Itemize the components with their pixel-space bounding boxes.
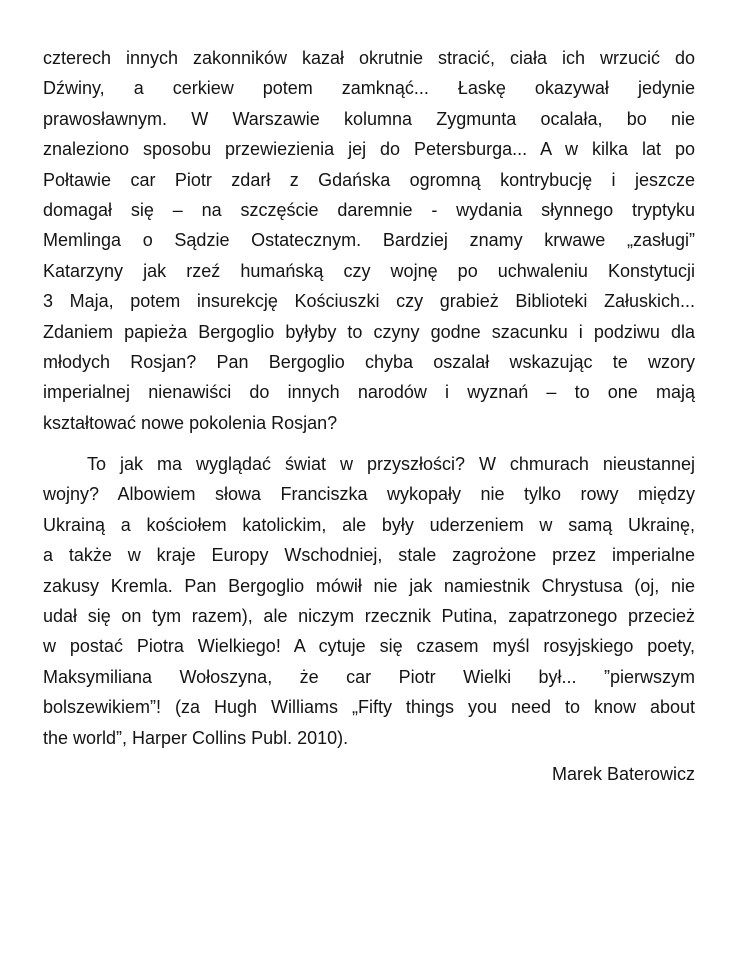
text-line: Memlinga o Sądzie Ostatecznym. Bardziej znamy krwawe „zasługi”	[43, 230, 695, 251]
author-signature: Marek Baterowicz	[551, 764, 695, 784]
text-line: To jak ma wyglądać świat w przyszłości? W chmurach nieustannej	[87, 454, 695, 474]
paragraph-2	[43, 449, 695, 753]
text-line: kształtować nowe pokolenia Rosjan?	[43, 412, 338, 433]
text-line: czterech innych zakonników kazał okrutnie stracić, ciała ich wrzucić do	[43, 48, 695, 68]
text-line: Połtawie car Piotr zdarł z Gdańska ogromną kontrybucję i jeszcze	[43, 169, 695, 190]
text-line: 3 Maja, potem insurekcję Kościuszki czy grabież Biblioteki Załuskich...	[43, 291, 695, 312]
paragraph-1	[43, 43, 695, 438]
text-line: w postać Piotra Wielkiego! A cytuje się czasem myśl rosyjskiego poety,	[43, 636, 695, 657]
text-line: Zdaniem papieża Bergoglio byłyby to czyny godne szacunku i podziwu dla	[43, 321, 695, 342]
text-line: udał się on tym razem), ale niczym rzecznik Putina, zapatrzonego przecież	[43, 605, 695, 626]
text-line: domagał się – na szczęście daremnie - wydania słynnego tryptyku	[43, 199, 695, 220]
text-line: znaleziono sposobu przewiezienia jej do Petersburga... A w kilka lat po	[43, 139, 695, 160]
text-line: Ukrainą a kościołem katolickim, ale były uderzeniem w samą Ukrainę,	[43, 514, 695, 535]
text-line: a także w kraje Europy Wschodniej, stale zagrożone przez imperialne	[43, 545, 695, 566]
text-line: Katarzyny jak rzeź humańską czy wojnę po uchwaleniu Konstytucji	[43, 260, 695, 281]
text-line: imperialnej nienawiści do innych narodów i wyznań – to one mają	[43, 382, 695, 403]
text-line: Maksymiliana Wołoszyna, że car Piotr Wielki był... ”pierwszym	[43, 666, 695, 687]
text-line: zakusy Kremla. Pan Bergoglio mówił nie jak namiestnik Chrystusa (oj, nie	[43, 575, 695, 596]
text-line: młodych Rosjan? Pan Bergoglio chyba oszalał wskazując te wzory	[43, 351, 695, 372]
text-line: prawosławnym. W Warszawie kolumna Zygmunta ocalała, bo nie	[43, 108, 695, 129]
text-line: Dźwiny, a cerkiew potem zamknąć... Łaskę okazywał jedynie	[43, 78, 695, 99]
text-line: bolszewikiem”! (za Hugh Williams „Fifty things you need to know about	[43, 697, 695, 718]
text-line: wojny? Albowiem słowa Franciszka wykopały nie tylko rowy między	[43, 484, 695, 505]
text-line: the world”, Harper Collins Publ. 2010).	[43, 727, 349, 748]
